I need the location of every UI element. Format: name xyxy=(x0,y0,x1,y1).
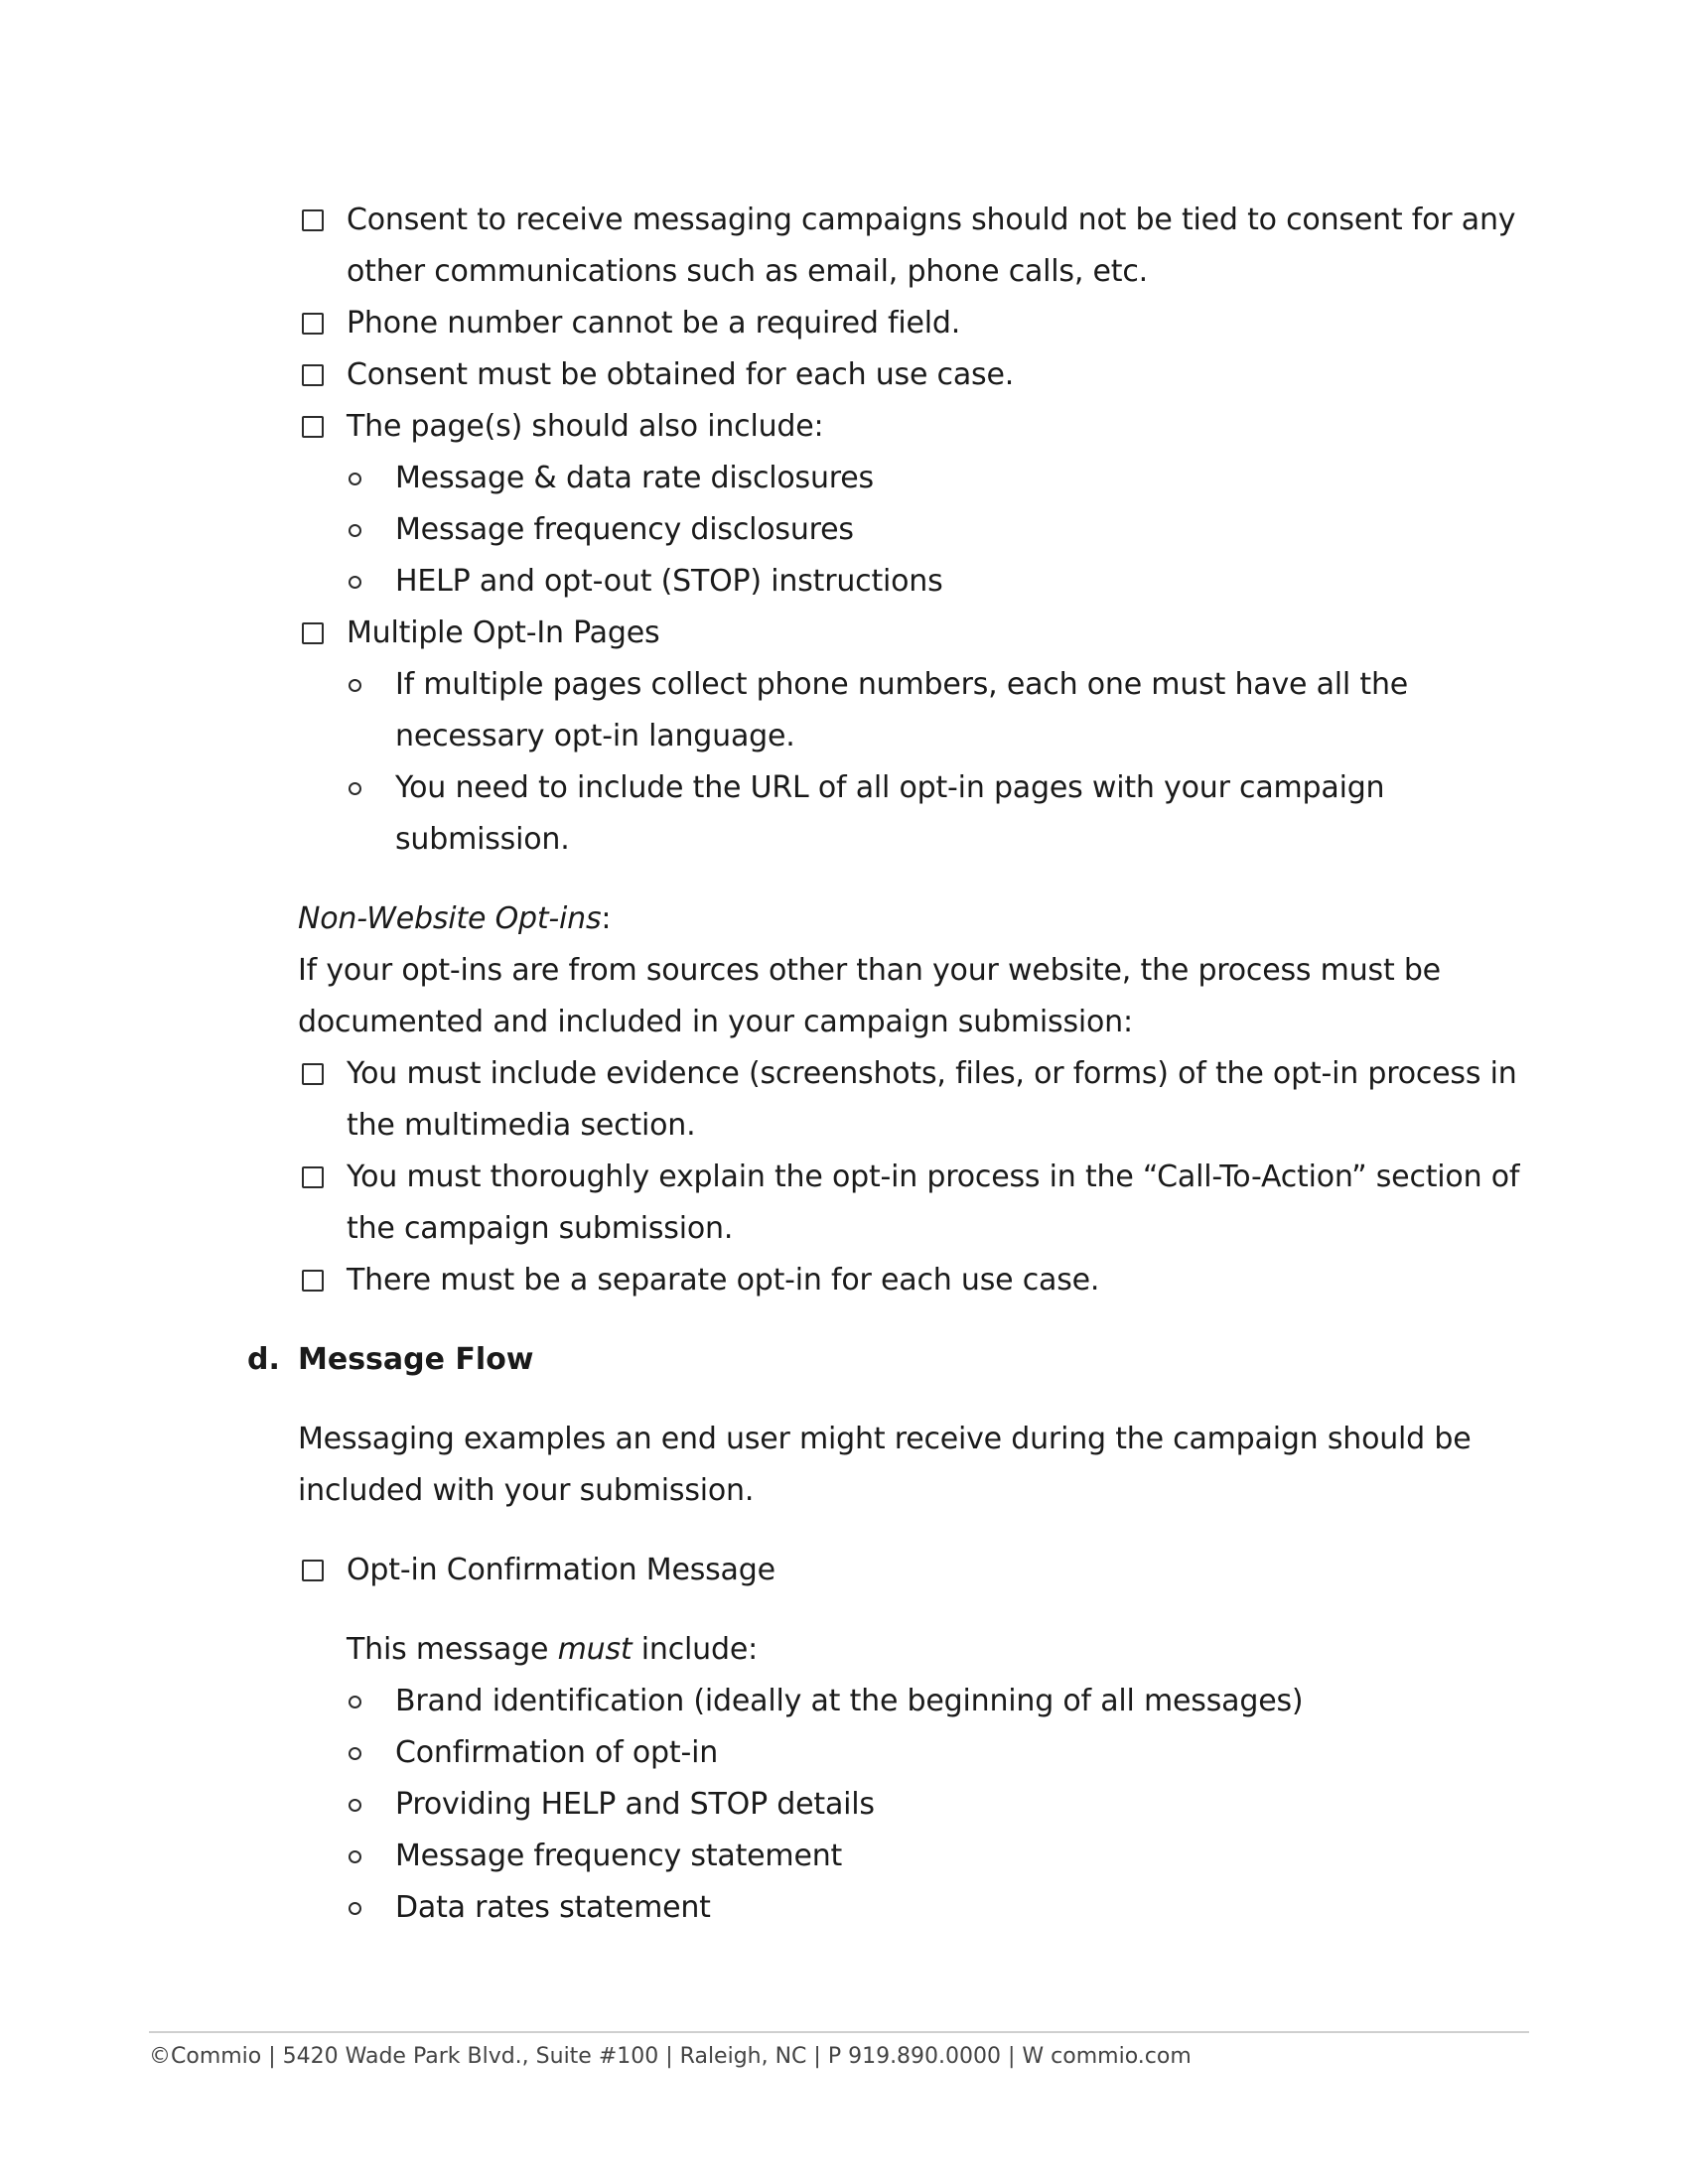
list-item xyxy=(346,556,1537,608)
checklist-item xyxy=(298,298,1539,349)
bullet-icon xyxy=(349,524,361,537)
checklist-item-text: You must thoroughly explain the opt-in process in the “Call-To-Action” section of the campaign submission. xyxy=(347,1160,1520,1246)
checklist-item-text: The page(s) should also include: xyxy=(347,409,824,444)
list-item-text: Brand identification (ideally at the beginning of all messages) xyxy=(395,1684,1304,1718)
checkbox[interactable] xyxy=(302,209,324,231)
list-item-text: You need to include the URL of all opt-in pages with your campaign submission. xyxy=(395,770,1385,857)
checklist-item-confirmation xyxy=(298,1545,1539,1596)
bullet-icon xyxy=(349,782,361,795)
list-item xyxy=(346,1831,1537,1882)
list-item xyxy=(346,762,1537,866)
bullet-icon xyxy=(349,1799,361,1812)
checklist-item-text: You must include evidence (screenshots, files, or forms) of the opt-in process in the multimedia section. xyxy=(347,1056,1517,1143)
list-item-text: HELP and opt-out (STOP) instructions xyxy=(395,564,943,599)
checklist-item-text: Consent must be obtained for each use case. xyxy=(347,357,1015,392)
bullet-icon xyxy=(349,1696,361,1708)
must-emphasis: must xyxy=(557,1632,633,1667)
checklist-item-text: Multiple Opt-In Pages xyxy=(347,615,660,650)
checkbox[interactable] xyxy=(302,416,324,438)
list-item xyxy=(346,1882,1537,1934)
footer-divider xyxy=(149,2031,1529,2033)
non-website-title: Non-Website Opt-ins xyxy=(298,901,602,936)
non-website-heading xyxy=(298,893,1539,945)
list-item-text: Confirmation of opt-in xyxy=(395,1735,719,1770)
list-item xyxy=(346,659,1537,762)
checkbox[interactable] xyxy=(302,1560,324,1581)
checklist-item xyxy=(298,401,1539,453)
must-suffix: include: xyxy=(632,1632,758,1667)
list-item xyxy=(346,504,1537,556)
section-title: Message Flow xyxy=(298,1342,534,1377)
list-item xyxy=(346,1676,1537,1727)
must-prefix: This message xyxy=(347,1632,558,1667)
non-website-intro: If your opt-ins are from sources other than your website, the process must be documented and included in your campaign submission: xyxy=(298,953,1441,1039)
checklist-item-text: Phone number cannot be a required field. xyxy=(347,306,961,341)
checklist-item-text: There must be a separate opt-in for each use case. xyxy=(347,1263,1100,1297)
checkbox[interactable] xyxy=(302,313,324,335)
checkbox[interactable] xyxy=(302,1063,324,1085)
list-item xyxy=(346,1779,1537,1831)
checkbox[interactable] xyxy=(302,364,324,386)
list-item xyxy=(346,453,1537,504)
footer-text: ©Commio | 5420 Wade Park Blvd., Suite #100 | Raleigh, NC | P 919.890.0000 | W commio.com xyxy=(149,2044,1192,2069)
non-website-title-colon: : xyxy=(601,901,612,936)
list-item-text: Message frequency disclosures xyxy=(395,512,854,547)
checklist-item xyxy=(298,1152,1539,1255)
bullet-icon xyxy=(349,576,361,589)
list-item-text: Message frequency statement xyxy=(395,1839,843,1873)
checkbox[interactable] xyxy=(302,1270,324,1292)
message-flow-intro: Messaging examples an end user might receive during the campaign should be included with your submission. xyxy=(298,1422,1472,1508)
list-item-text: Message & data rate disclosures xyxy=(395,461,874,495)
list-item-text: Providing HELP and STOP details xyxy=(395,1787,875,1822)
checklist-item xyxy=(298,195,1539,298)
section-heading-message-flow xyxy=(247,1334,534,1386)
list-item-text: Data rates statement xyxy=(395,1890,711,1925)
list-item-text: If multiple pages collect phone numbers, each one must have all the necessary opt-in language. xyxy=(395,667,1409,753)
checklist-item xyxy=(298,1255,1539,1306)
checkbox[interactable] xyxy=(302,622,324,644)
checklist-item-text: Opt-in Confirmation Message xyxy=(347,1553,775,1587)
must-include-line xyxy=(347,1624,1588,1676)
section-letter: d. xyxy=(247,1342,280,1377)
checklist-item-multiple-optin xyxy=(298,608,1539,659)
bullet-icon xyxy=(349,1850,361,1863)
checkbox[interactable] xyxy=(302,1166,324,1188)
bullet-icon xyxy=(349,1747,361,1760)
bullet-icon xyxy=(349,1902,361,1915)
checklist-item xyxy=(298,349,1539,401)
checklist-item xyxy=(298,1048,1539,1152)
bullet-icon xyxy=(349,679,361,692)
bullet-icon xyxy=(349,473,361,485)
checklist-item-text: Consent to receive messaging campaigns should not be tied to consent for any other communications such as email, phone calls, etc. xyxy=(347,203,1516,289)
list-item xyxy=(346,1727,1537,1779)
